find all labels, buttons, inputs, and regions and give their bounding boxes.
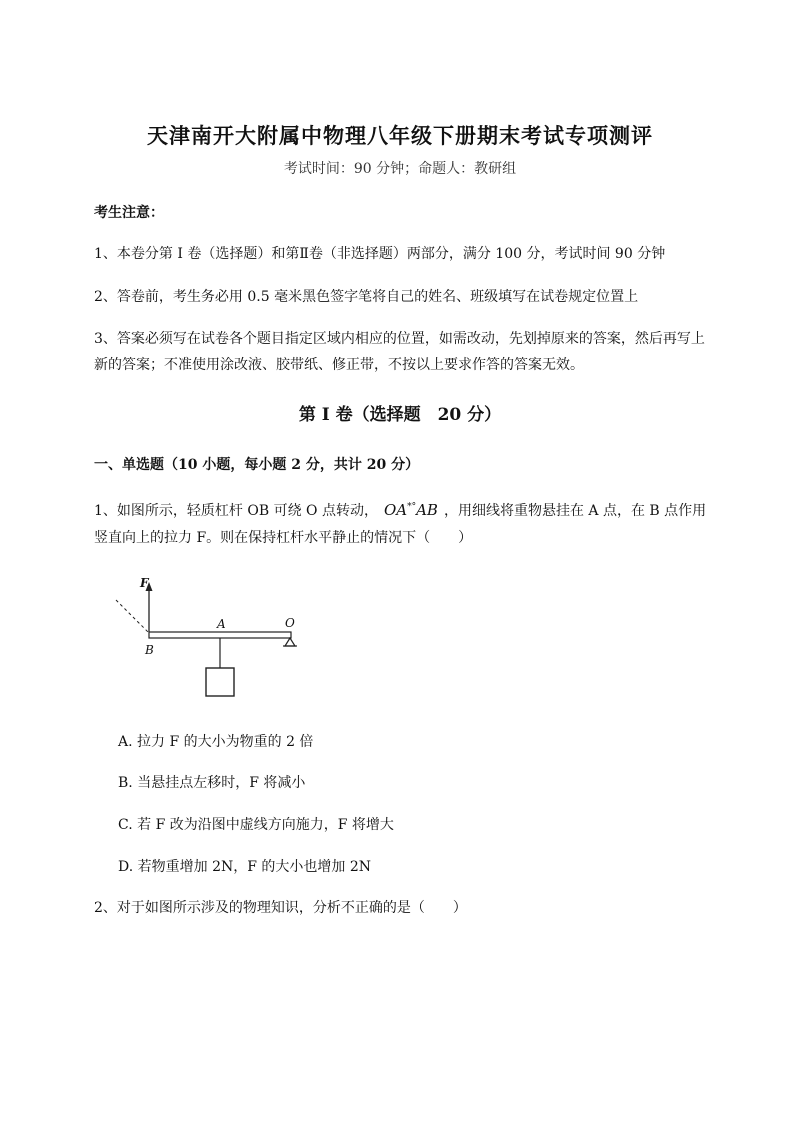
exam-info: 考试时间：90 分钟；命题人：教研组 bbox=[283, 161, 517, 177]
notice-heading: 考生注意： bbox=[94, 205, 164, 221]
lever-bar bbox=[149, 632, 291, 638]
question-2: 2、对于如图所示涉及的物理知识，分析不正确的是（ ） bbox=[94, 900, 467, 916]
ratio-left: OA bbox=[383, 501, 408, 519]
question-1 bbox=[94, 494, 714, 552]
ratio-right: AB bbox=[416, 501, 438, 519]
label-b: B bbox=[145, 643, 154, 657]
option-b: B. 当悬挂点左移时，F 将减小 bbox=[118, 775, 306, 791]
notice-item-3: 3、答案必须写在试卷各个题目指定区域内相应的位置，如需改动，先划掉原来的答案，然后再写上新的答案；不准使用涂改液、胶带纸、修正带，不按以上要求作答的答案无效。 bbox=[94, 331, 705, 373]
label-o: O bbox=[285, 616, 295, 630]
page-title: 天津南开大附属中物理八年级下册期末考试专项测评 bbox=[147, 123, 653, 148]
label-a: A bbox=[217, 617, 226, 631]
part-heading: 一、单选题（10 小题，每小题 2 分，共计 20 分） bbox=[94, 457, 420, 473]
hanging-weight bbox=[206, 668, 234, 696]
lever-diagram bbox=[110, 574, 310, 704]
option-a: A. 拉力 F 的大小为物重的 2 倍 bbox=[118, 734, 314, 750]
option-d: D. 若物重增加 2N，F 的大小也增加 2N bbox=[118, 859, 372, 875]
notice-item-1: 1、本卷分第 I 卷（选择题）和第Ⅱ卷（非选择题）两部分，满分 100 分，考试时间 90 分钟 bbox=[94, 246, 666, 262]
question-1-text-after: ，用细线将重物悬挂在 A 点，在 B 点作用竖直向上的拉力 F。则在保持杠杆水平静止的情况下（ ） bbox=[94, 503, 707, 546]
ratio-expression bbox=[378, 501, 444, 519]
notice-item-2: 2、答卷前，考生务必用 0.5 毫米黑色签字笔将自己的姓名、班级填写在试卷规定位置上 bbox=[94, 289, 639, 305]
question-1-text-before: 1、如图所示，轻质杠杆 OB 可绕 O 点转动， bbox=[94, 503, 378, 519]
section-title: 第 I 卷（选择题 20 分） bbox=[298, 405, 502, 425]
ratio-symbol: *° bbox=[407, 502, 417, 512]
pivot-triangle bbox=[285, 638, 295, 646]
dashed-force-line bbox=[116, 600, 148, 632]
option-c: C. 若 F 改为沿图中虚线方向施力，F 将增大 bbox=[118, 817, 394, 833]
label-f: F bbox=[140, 576, 149, 590]
